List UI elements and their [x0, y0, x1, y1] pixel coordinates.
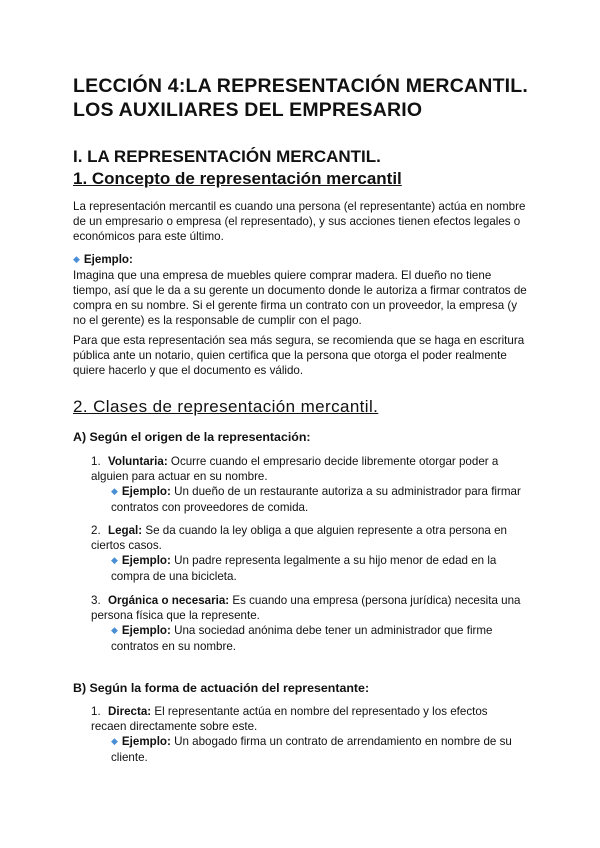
concept-paragraph: La representación mercantil es cuando una persona (el representante) actúa en nombre de un empresario o empresa (el representado), y sus acciones tienen efectos legales o económicos para este último. [73, 200, 526, 243]
list-item: 1. Voluntaria: Ocurre cuando el empresario decide libremente otorgar poder a alguien para actuar en su nombre. ◆ Ejemplo: Un dueño de un restaurante autoriza a su administrador para firmar contratos con proveedores de comida. [91, 455, 521, 514]
classes-subheading: 2. Clases de representación mercantil. [73, 397, 379, 416]
group-a-title: A) Según el origen de la representación: [73, 430, 311, 444]
diamond-bullet-icon: ◆ [111, 625, 118, 635]
diamond-bullet-icon: ◆ [111, 736, 118, 746]
diamond-bullet-icon: ◆ [111, 486, 118, 496]
example-label: Ejemplo: [83, 253, 133, 266]
diamond-bullet-icon: ◆ [111, 555, 118, 565]
diamond-bullet-icon: ◆ [73, 254, 80, 264]
concept-subheading: 1. Concepto de representación mercantil [73, 169, 402, 188]
list-item: 3. Orgánica o necesaria: Es cuando una empresa (persona jurídica) necesita una persona física que la represente. ◆ Ejemplo: Una sociedad anónima debe tener un administrador que firme contratos en su nombre. [91, 594, 521, 653]
lesson-title: LECCIÓN 4:LA REPRESENTACIÓN MERCANTIL. LOS AUXILIARES DEL EMPRESARIO [73, 75, 529, 121]
example-text: Imagina que una empresa de muebles quiere comprar madera. El dueño no tiene tiempo, así que le da a su gerente un documento donde le autoriza a firmar contratos de compra en su nombre. Si el gerente firma un contrato con un proveedor, la empresa (y no el gerente) es la responsable de cumplir con el pago. [73, 269, 527, 327]
notary-paragraph: Para que esta representación sea más segura, se recomienda que se haga en escritura pública ante un notario, quien certifica que la persona que otorga el poder realmente quiere hacerlo y que el documento es válido. [73, 334, 525, 377]
list-item: 1. Directa: El representante actúa en nombre del representado y los efectos recaen directamente sobre este. ◆ Ejemplo: Un abogado firma un contrato de arrendamiento en nombre de su cliente. [91, 705, 512, 764]
list-item: 2. Legal: Se da cuando la ley obliga a que alguien represente a otra persona en ciertos casos. ◆ Ejemplo: Un padre representa legalmente a su hijo menor de edad en la compra de una bicicleta. [91, 524, 507, 583]
example-block [73, 252, 528, 328]
group-b-title: B) Según la forma de actuación del representante: [73, 681, 370, 695]
section-heading: I. LA REPRESENTACIÓN MERCANTIL. [73, 147, 381, 166]
